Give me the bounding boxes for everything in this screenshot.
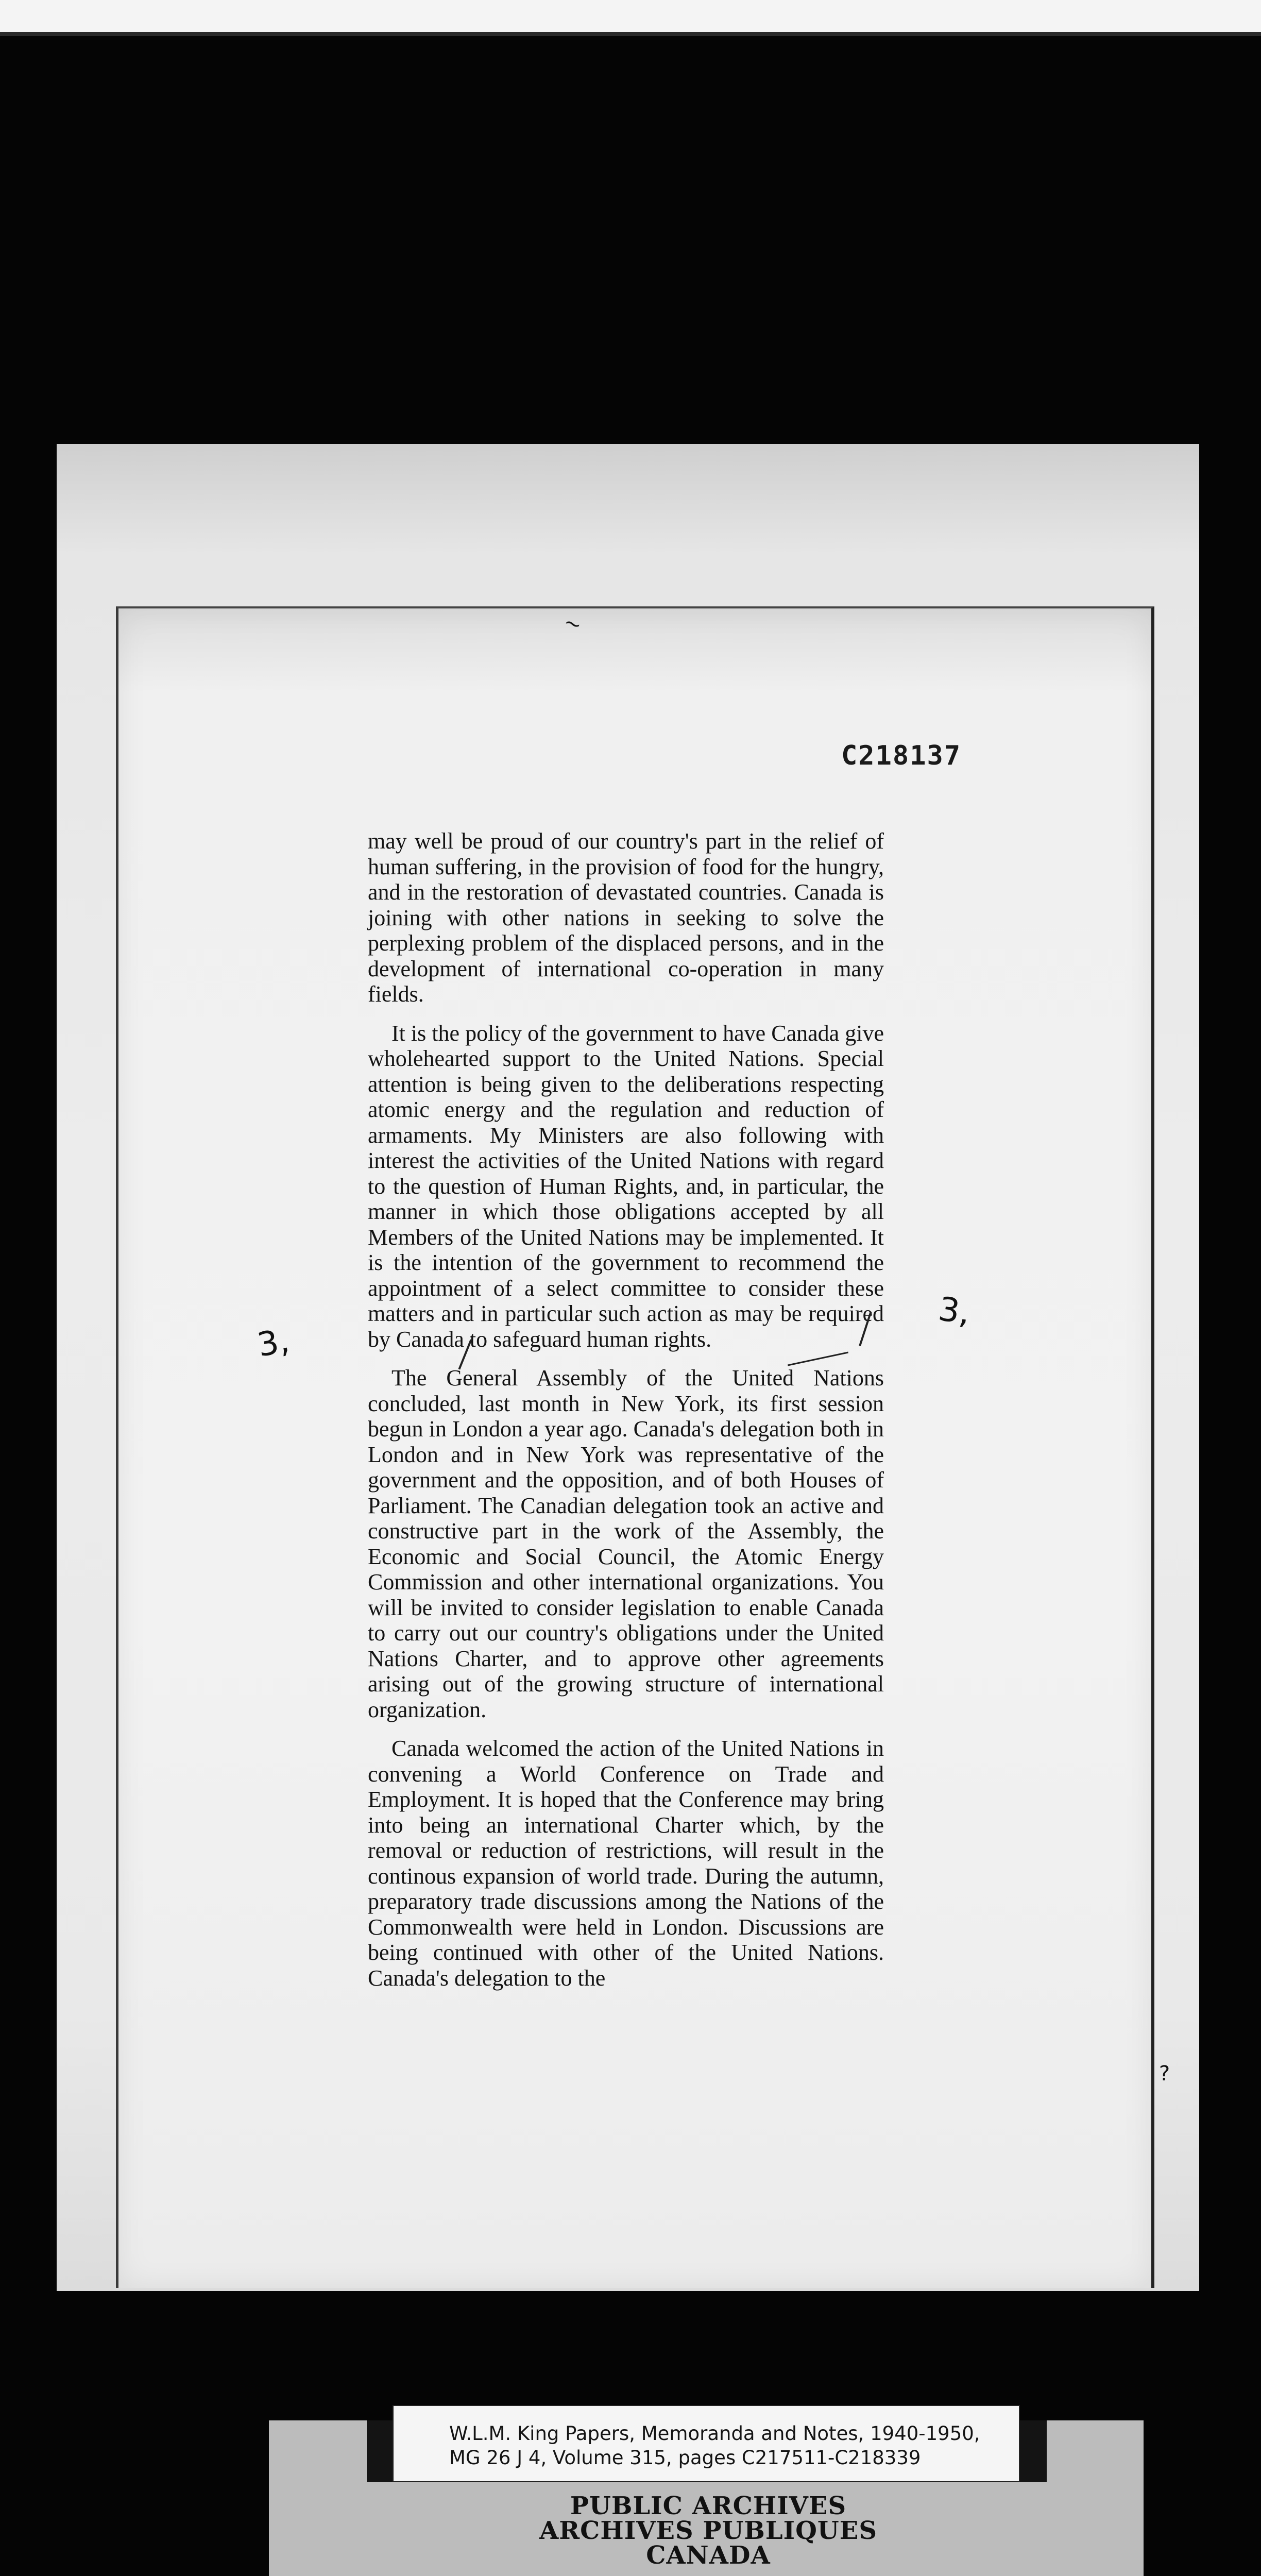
margin-mark-right: 3, <box>936 1290 973 1332</box>
paragraph-2: It is the policy of the government to have Canada give wholehearted support to the United Nations. Special attention is being given to the deliberations respecting atomic energy and the regulation and reduction of armaments. My Ministers are also following with interest the activities of the United Nations with regard to the question of Human Rights, and, in particular, the manner in which those obligations accepted by all Members of the United Nations may be implemented. It is the intention of the government to recommend the appointment of a select committee to consider these matters and in particular such action as may be required by Canada to safeguard human rights. <box>368 1020 884 1352</box>
archive-reference-label <box>393 2405 1020 2482</box>
archive-stamp <box>464 2494 953 2568</box>
archive-label-line-1: W.L.M. King Papers, Memoranda and Notes, 1940-1950, <box>449 2422 980 2445</box>
archive-stamp-line-2: ARCHIVES PUBLIQUES <box>539 2516 877 2545</box>
margin-mark-left: 3, <box>254 1321 293 1365</box>
paragraph-1: may well be proud of our country's part in the relief of human suffering, in the provision of food for the hungry, and in the restoration of devastated countries. Canada is joining with other nations in seeking to solve the perplexing problem of the displaced persons, and in the development of international co-operation in many fields. <box>368 828 884 1007</box>
document-body <box>368 828 884 2004</box>
page-number: C218137 <box>841 740 962 771</box>
archive-label-line-2: MG 26 J 4, Volume 315, pages C217511-C218339 <box>449 2447 921 2469</box>
paragraph-4: Canada welcomed the action of the United Nations in convening a World Conference on Trade and Employment. It is hoped that the Conference may bring into being an international Charter which, by the removal or reduction of restrictions, will result in the continous expansion of world trade. During the autumn, preparatory trade discussions among the Nations of the Commonwealth were held in London. Discussions are being continued with other of the United Nations. Canada's delegation to the <box>368 1736 884 1991</box>
stray-pencil-mark: ~ <box>560 609 585 638</box>
archive-stamp-line-3: CANADA <box>646 2541 771 2570</box>
edge-mark: ? <box>1159 2062 1170 2086</box>
film-top-strip <box>0 0 1261 32</box>
archive-stamp-line-1: PUBLIC ARCHIVES <box>570 2492 847 2520</box>
film-top-edge <box>0 32 1261 36</box>
paragraph-3: The General Assembly of the United Nations concluded, last month in New York, its first session begun in London a year ago. Canada's delegation both in London and in New York was representative of the government and the opposition, and of both Houses of Parliament. The Canadian delegation took an active and constructive part in the work of the Assembly, the Economic and Social Council, the Atomic Energy Commission and other international organizations. You will be invited to consider legislation to enable Canada to carry out our country's obligations under the United Nations Charter, and to approve other agreements arising out of the growing structure of international organization. <box>368 1365 884 1722</box>
